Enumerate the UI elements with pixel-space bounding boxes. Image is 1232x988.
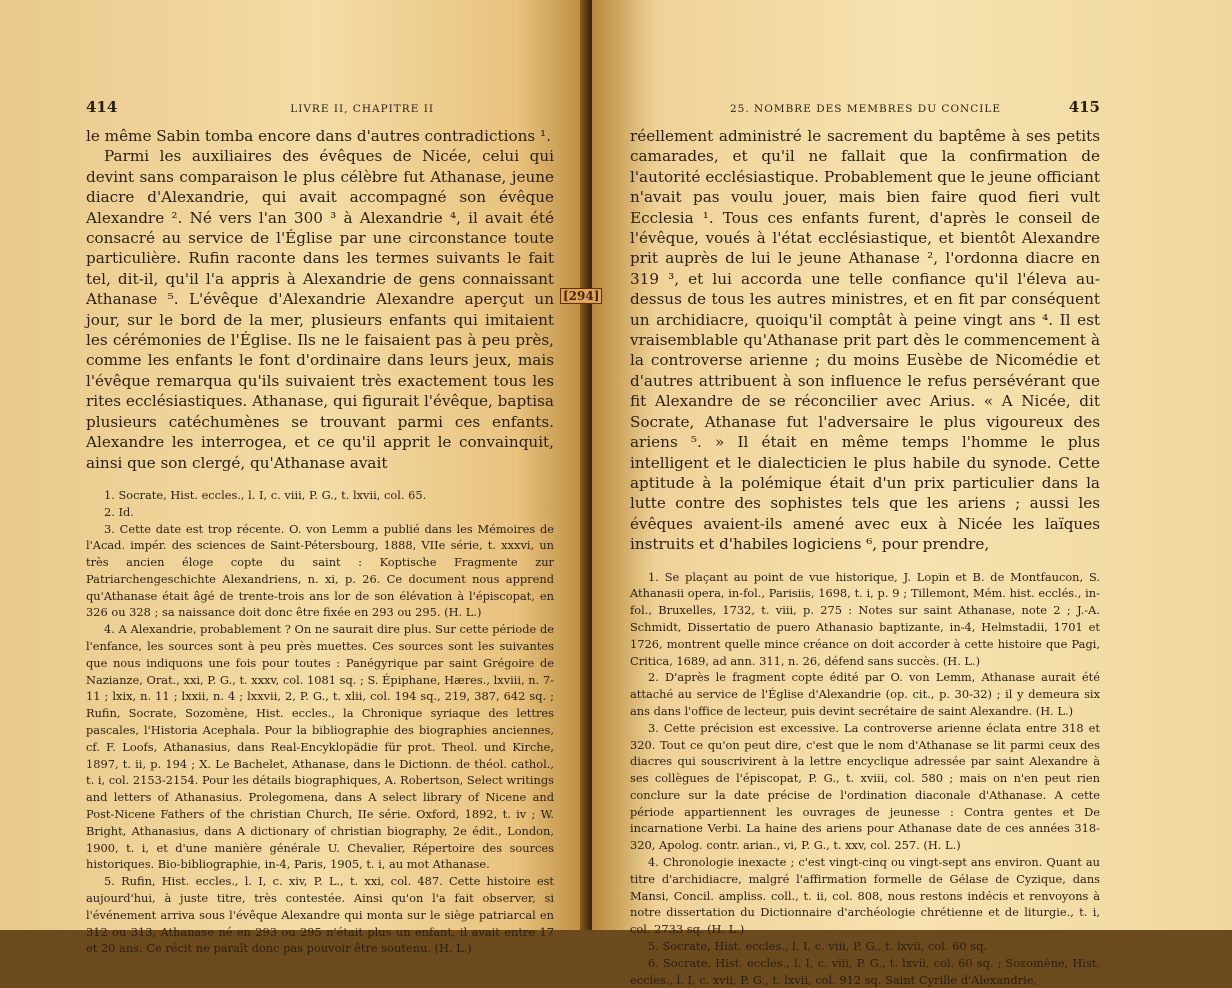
left-footnote-4: 4. A Alexandrie, probablement ? On ne saurait dire plus. Sur cette période de l'enfance, les sources sont à peu près muettes. Ces sources sont les suivantes que nous indiquons une fois pour toutes : Panégyrique par saint Grégoire de Nazianze, Orat., xxi, P. G., t. xxxv, col. 1081 sq. ; S. Épiphane, Hæres., lxviii, n. 7-11 ; lxix, n. 11 ; lxxii, n. 4 ; lxxvii, 2, P. G., t. xlii, col. 194 sq., 219, 387, 642 sq. ; Rufin, Socrate, Sozomène, Hist. eccles., la Chronique syriaque des lettres pascales, l'Historia Acephala. Pour la bibliographie des biographies anciennes, cf. F. Loofs, Athanasius, dans Real-Encyklopädie für prot. Theol. und Kirche, 1897, t. ii, p. 194 ; X. Le Bachelet, Athanase, dans le Dictionn. de théol. cathol., t. i, col. 2153-2154. Pour les détails biographiques, A. Robertson, Select writings and letters of Athanasius. Prolegomena, dans A select library of Nicene and Post-Nicene Fathers of the christian Church, IIe série. Oxford, 1892, t. iv ; W. Bright, Athanasius, dans A dictionary of christian biography, 2e édit., London, 1900, t. i, et d'une manière générale U. Chevalier, Répertoire des sources historiques. Bio-bibliographie, in-4, Paris, 1905, t. i, au mot Athanase.: [86, 622, 554, 872]
left-footnote-1: 1. Socrate, Hist. eccles., l. I, c. viii, P. G., t. lxvii, col. 65.: [104, 487, 427, 502]
right-footnote-5: 5. Socrate, Hist. eccles., l. I, c. viii, P. G., t. lxvii, col. 60 sq.: [648, 939, 988, 954]
right-running-head: 25. NOMBRE DES MEMBRES DU CONCILE: [730, 103, 1002, 115]
left-paragraph-2: Parmi les auxiliaires des évêques de Nicée, celui qui devint sans comparaison le plus célèbre fut Athanase, jeune diacre d'Alexandrie, qui avait accompagné son évêque Alexandre ². Né vers l'an 300 ³ à Alexandrie ⁴, il avait été consacré au service de l'Église par une circonstance toute particulière. Rufin raconte dans les termes suivants le fait tel, dit-il, qu'il l'a appris à Alexandrie de gens connaissant Athanase ⁵. L'évêque d'Alexandrie Alexandre aperçut un jour, sur le bord de la mer, plusieurs enfants qui imitaient les cérémonies de l'Église. Ils ne le faisaient pas à peu près, comme les enfants le font d'ordinaire dans leurs jeux, mais l'évêque remarqua qu'ils suivaient très exactement tous les rites ecclésiastiques. Athanase, qui figurait l'évêque, baptisa plusieurs catéchumènes se trouvant parmi ces enfants. Alexandre les interrogea, et ce qu'il apprit le convainquit, ainsi que son clergé, qu'Athanase avait: [86, 147, 554, 472]
right-page: [592, 0, 1232, 987]
right-footnote-2: 2. D'après le fragment copte édité par O. von Lemm, Athanase aurait été attaché au service de l'Église d'Alexandrie (op. cit., p. 30-32) ; il y demeura six ans dans l'office de lecteur, puis devint secrétaire de saint Alexandre. (H. L.): [630, 670, 1100, 718]
right-footnote-6: 6. Socrate, Hist. eccles., l. I, c. viii, P. G., t. lxvii, col. 60 sq. ; Sozomène, Hist. eccles., l. I, c. xvii, P. G., t. lxvii, col. 912 sq. Saint Cyrille d'Alexandrie,: [630, 955, 1100, 987]
margin-page-marker: [294]: [560, 288, 602, 304]
left-running-head: LIVRE II, CHAPITRE II: [290, 103, 434, 115]
right-main-text: [630, 126, 1100, 555]
right-footnote-1: 1. Se plaçant au point de vue historique, J. Lopin et B. de Montfaucon, S. Athanasii opera, in-fol., Parisiis, 1698, t. i, p. 9 ; Tillemont, Mém. hist. ecclés., in-fol., Bruxelles, 1732, t. viii, p. 275 : Notes sur saint Athanase, note 2 ; J.-A. Schmidt, Dissertatio de puero Athanasio baptizante, in-4, Helmstadii, 1701 et 1726, montrent quelle mince créance on doit accorder à cette histoire que Pagi, Critica, 1689, ad ann. 311, n. 26, défend sans succès. (H. L.): [630, 569, 1100, 668]
left-footnote-5: 5. Rufin, Hist. eccles., l. I, c. xiv, P. L., t. xxi, col. 487. Cette histoire est aujourd'hui, à juste titre, très contestée. Ainsi qu'on l'a fait observer, si l'événement arriva sous l'évêque Alexandre qui monta sur le siège patriarcal en 312 ou 313, Athanase né en 293 ou 295 n'était plus un enfant, il avait entre 17 et 20 ans. Ce récit ne paraît donc pas pouvoir être soutenu. (H. L.): [86, 874, 554, 956]
left-paragraph-1: le même Sabin tomba encore dans d'autres contradictions ¹.: [86, 127, 551, 145]
left-page-number: 414: [86, 98, 118, 116]
right-page-number: 415: [1068, 98, 1100, 116]
right-paragraph-1: réellement administré le sacrement du baptême à ses petits camarades, et qu'il ne fallait que la confirmation de l'autorité ecclésiastique. Probablement que le jeune officiant n'avait pas voulu jouer, mais bien faire quod fieri vult Ecclesia ¹. Tous ces enfants furent, d'après le conseil de l'évêque, voués à l'état ecclésiastique, et bientôt Alexandre prit auprès de lui le jeune Athanase ², l'ordonna diacre en 319 ³, et lui accorda une telle confiance qu'il l'éleva au-dessus de tous les autres ministres, et en fit par conséquent un archidiacre, quoiqu'il comptât à peine vingt ans ⁴. Il est vraisemblable qu'Athanase prit part dès le commencement à la controverse arienne ; du moins Eusèbe de Nicomédie et d'autres attribuent à son influence le refus persévérant que fit Alexandre de se réconcilier avec Arius. « A Nicée, dit Socrate, Athanase fut l'adversaire le plus vigoureux des ariens ⁵. » Il était en même temps l'homme le plus intelligent et le dialecticien le plus habile du synode. Cette aptitude à la polémique était d'un prix particulier dans la lutte contre des sophistes tels que les ariens ; aussi les évêques avaient-ils amené avec eux à Nicée les laïques instruits et d'habiles logiciens ⁶, pour prendre,: [630, 127, 1100, 554]
right-page-header: [630, 98, 1100, 118]
right-footnotes: [630, 569, 1100, 988]
left-footnote-3: 3. Cette date est trop récente. O. von Lemm a publié dans les Mémoires de l'Acad. impér. des sciences de Saint-Pétersbourg, 1888, VIIe série, t. xxxvi, un très ancien éloge copte du saint : Koptische Fragmente zur Patriarchengeschichte Alexandriens, n. xi, p. 26. Ce document nous apprend qu'Athanase était âgé de trente-trois ans lor de son élévation à l'épiscopat, en 326 ou 328 ; sa naissance doit donc être fixée en 293 ou 295. (H. L.): [86, 521, 554, 620]
left-footnotes: [86, 487, 554, 957]
left-page: [0, 0, 588, 956]
right-footnote-3: 3. Cette précision est excessive. La controverse arienne éclata entre 318 et 320. Tout ce qu'on peut dire, c'est que le nom d'Athanase se lit parmi ceux des diacres qui souscrivirent à la lettre encyclique adressée par saint Alexandre à ses collègues de l'épiscopat, P. G., t. xviii, col. 580 ; mais on n'en peut rien conclure sur la date précise de l'ordination diaconale d'Athanase. A cette période appartiennent les ouvrages de jeunesse : Contra gentes et De incarnatione Verbi. La haine des ariens pour Athanase date de ces années 318-320, Apolog. contr. arian., vi, P. G., t. xxv, col. 257. (H. L.): [630, 720, 1100, 853]
left-page-header: [86, 98, 554, 118]
left-footnote-2: 2. Id.: [104, 504, 134, 519]
right-footnote-4: 4. Chronologie inexacte ; c'est vingt-cinq ou vingt-sept ans environ. Quant au titre d'archidiacre, malgré l'affirmation formelle de Gélase de Cyzique, dans Mansi, Concil. ampliss. coll., t. ii, col. 808, nous restons indécis et renvoyons à notre dissertation du Dictionnaire d'archéologie chrétienne et de liturgie., t. i, col. 2733 sq. (H. L.): [630, 855, 1100, 937]
left-main-text: [86, 126, 554, 473]
